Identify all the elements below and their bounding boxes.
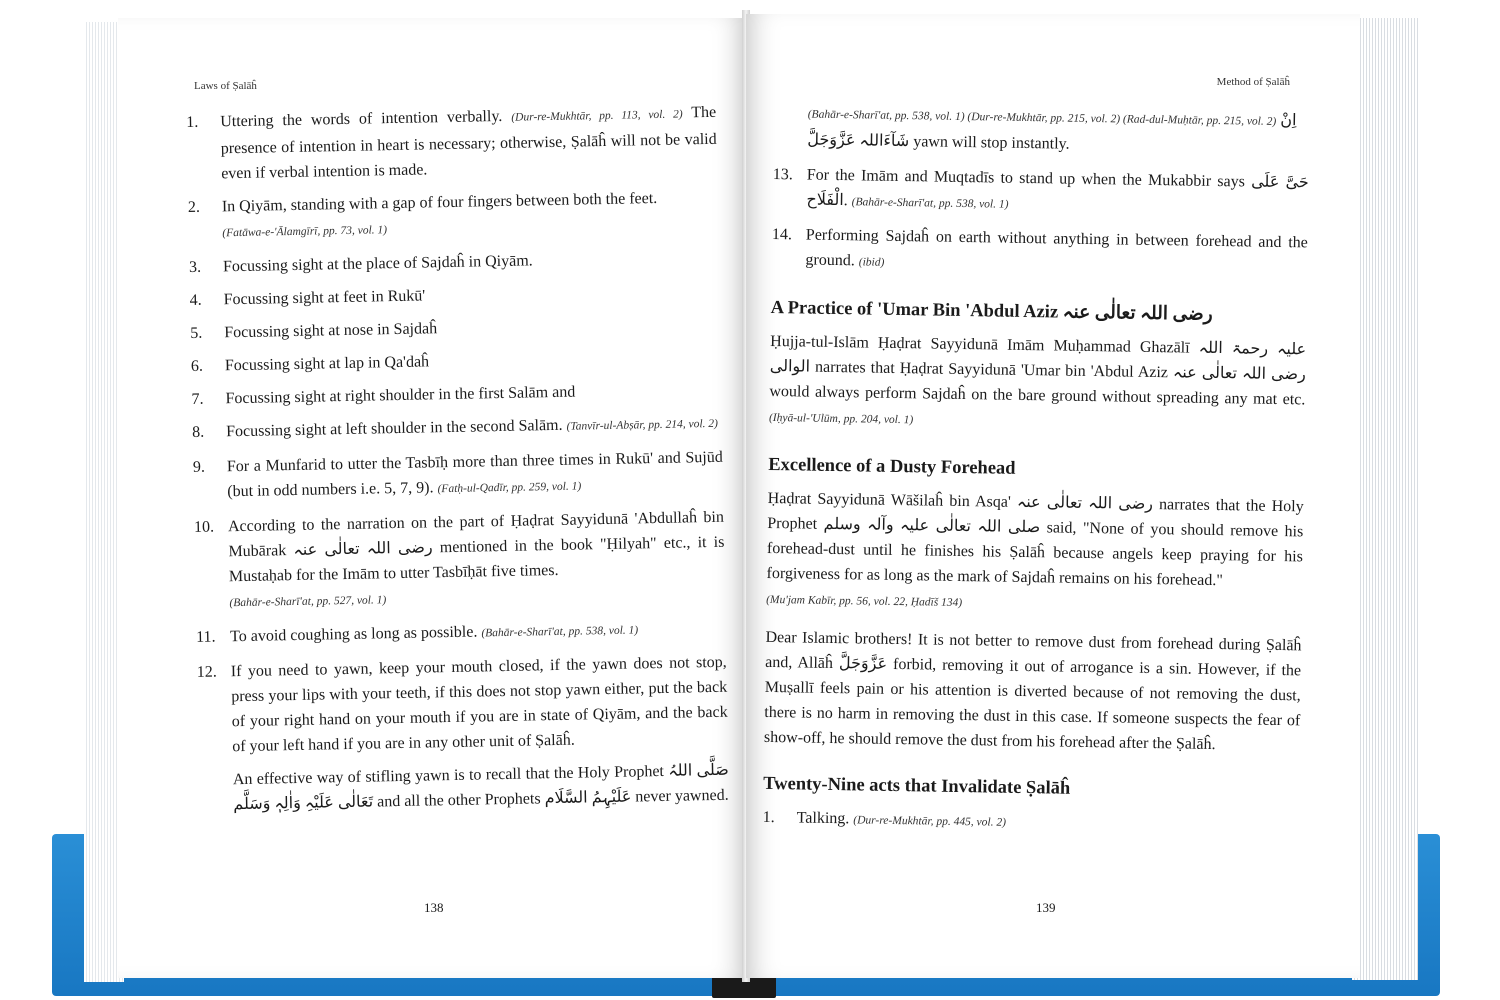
right-page	[746, 14, 1360, 978]
list-item: 3. Focussing sight at the place of Sajdaĥ in Qiyām.	[188, 252, 533, 276]
list-item: 13. For the Imām and Muqtadīs to stand up when the Mukabbir says حَیَّ عَلَی الْفَلَاح. (Bahār-e-Sharī'at, pp. 538, vol. 1)	[772, 165, 1309, 211]
list-item: 11. To avoid coughing as long as possible. (Bahār-e-Sharī'at, pp. 538, vol. 1)	[195, 623, 639, 646]
section-heading: Excellence of a Dusty Forehead	[768, 454, 1016, 479]
left-page-text	[186, 100, 730, 830]
list-item: 5. Focussing sight at nose in Sajdaĥ	[190, 320, 438, 342]
list-item: 7. Focussing sight at right shoulder in the first Salām and	[191, 383, 576, 408]
page-number-left: 138	[424, 900, 444, 915]
list-item: 2. In Qiyām, standing with a gap of four fingers between both the feet. (Fatāwa-e-'Ālamgīrī, pp. 73, vol. 1)	[187, 189, 658, 240]
right-page-edges	[1352, 18, 1418, 980]
list-item: 6. Focussing sight at lap in Qa'daĥ	[190, 353, 430, 375]
list-item: 8. Focussing sight at left shoulder in the second Salām. (Tanvīr-ul-Abṣār, pp. 214, vol. 2)	[192, 416, 719, 441]
page-number-right: 139	[1036, 900, 1056, 915]
list-item: 12. If you need to yawn, keep your mouth closed, if the yawn does not stop, press your lips with your teeth, if this does not stop yawn either, put the back of your right hand on your mouth if you are in state of Qiyām, and the back of your left hand if you are in any other unit of Ṣalāĥ.	[196, 653, 728, 756]
running-head-left: Laws of Ṣalāĥ	[194, 80, 257, 92]
closing-paragraph: An effective way of stifling yawn is to recall that the Holy Prophet صَلَّی اللہُ تَعَالٰی عَلَیْہِ وَاٰلِہٖ وَسَلَّم and all the other Prophets عَلَیْہِمُ السَّلَام never yawned.	[232, 761, 729, 814]
list-item: 9. For a Munfarid to utter the Tasbīḥ more than three times in Rukū' and Sujūd (but in odd numbers i.e. 5, 7, 9). (Fatḥ-ul-Qadīr, pp. 259, vol. 1)	[192, 448, 723, 501]
list-item: 4. Focussing sight at feet in Rukū'	[189, 287, 426, 309]
right-page-text	[762, 100, 1310, 848]
list-item: 1. Uttering the words of intention verbally. (Dur-re-Mukhtār, pp. 113, vol. 2) The presence of intention in heart is necessary; otherwise, Ṣalāĥ will not be valid even if verbal intention is made.	[186, 103, 717, 183]
paragraph: Ḥujja-tul-Islām Ḥaḍrat Sayyidunā Imām Muḥammad Ghazālī علیہ رحمۃ اللہ الوالی narrates that Ḥaḍrat Sayyidunā 'Umar bin 'Abdul Aziz رضی اللہ تعالٰی عنہ would always perform Sajdaĥ on the bare ground without spreading any mat etc. (Iḥyā-ul-'Ulūm, pp. 204, vol. 1)	[768, 332, 1307, 427]
list-item: 1. Talking. (Dur-re-Mukhtār, pp. 445, vol. 2)	[762, 808, 1007, 829]
left-page	[118, 18, 746, 978]
paragraph: Dear Islamic brothers! It is not better to remove dust from forehead during Ṣalāĥ and, Allāĥ عَزَّوَجَلَّ forbid, removing it out of arrogance is a sin. However, if the Muṣallī feels pain or his attention is diverted because of not removing the dust, there is no harm in removing the dust in this case. If someone suspects the fear of show-off, he should remove the dust from his forehead after the Ṣalāĥ.	[763, 628, 1302, 754]
continued-item: (Bahār-e-Sharī'at, pp. 538, vol. 1) (Dur-re-Mukhtār, pp. 215, vol. 2) (Rad-dul-Muḥtār, pp. 215, vol. 2) اِنْ شَآءَاللہ عَزَّوَجَلَّ yawn will stop instantly.	[807, 108, 1297, 153]
running-head-right: Method of Ṣalāĥ	[1216, 76, 1290, 88]
list-item: 14. Performing Sajdaĥ on earth without anything in between forehead and the ground. (ibid)	[771, 225, 1308, 270]
paragraph: Ḥaḍrat Sayyidunā Wāšilaĥ bin Asqa' رضی اللہ تعالٰی عنہ narrates that the Holy Prophet صلی اللہ تعالٰی علیہ وآلہ وسلم said, "None of you should remove his forehead-dust until he finishes his Ṣalāĥ because angels keep praying for his forgiveness for as long as the mark of Sajdaĥ remains on his forehead." (Mu'jam Kabīr, pp. 56, vol. 22, Ḥadīš 134)	[766, 489, 1304, 610]
list-item: 10. According to the narration on the part of Ḥaḍrat Sayyidunā 'Abdullaĥ bin Mubārak رضی اللہ تعالٰی عنہ mentioned in the book "Ḥilyah" etc., it is Mustaḥab for the Imām to utter Tasbīḥāt five times. (Bahār-e-Sharī'at, pp. 527, vol. 1)	[193, 508, 725, 610]
section-heading: A Practice of 'Umar Bin 'Abdul Aziz رضی اللہ تعالٰی عنہ	[770, 297, 1213, 325]
section-heading: Twenty-Nine acts that Invalidate Ṣalāĥ	[763, 773, 1071, 799]
